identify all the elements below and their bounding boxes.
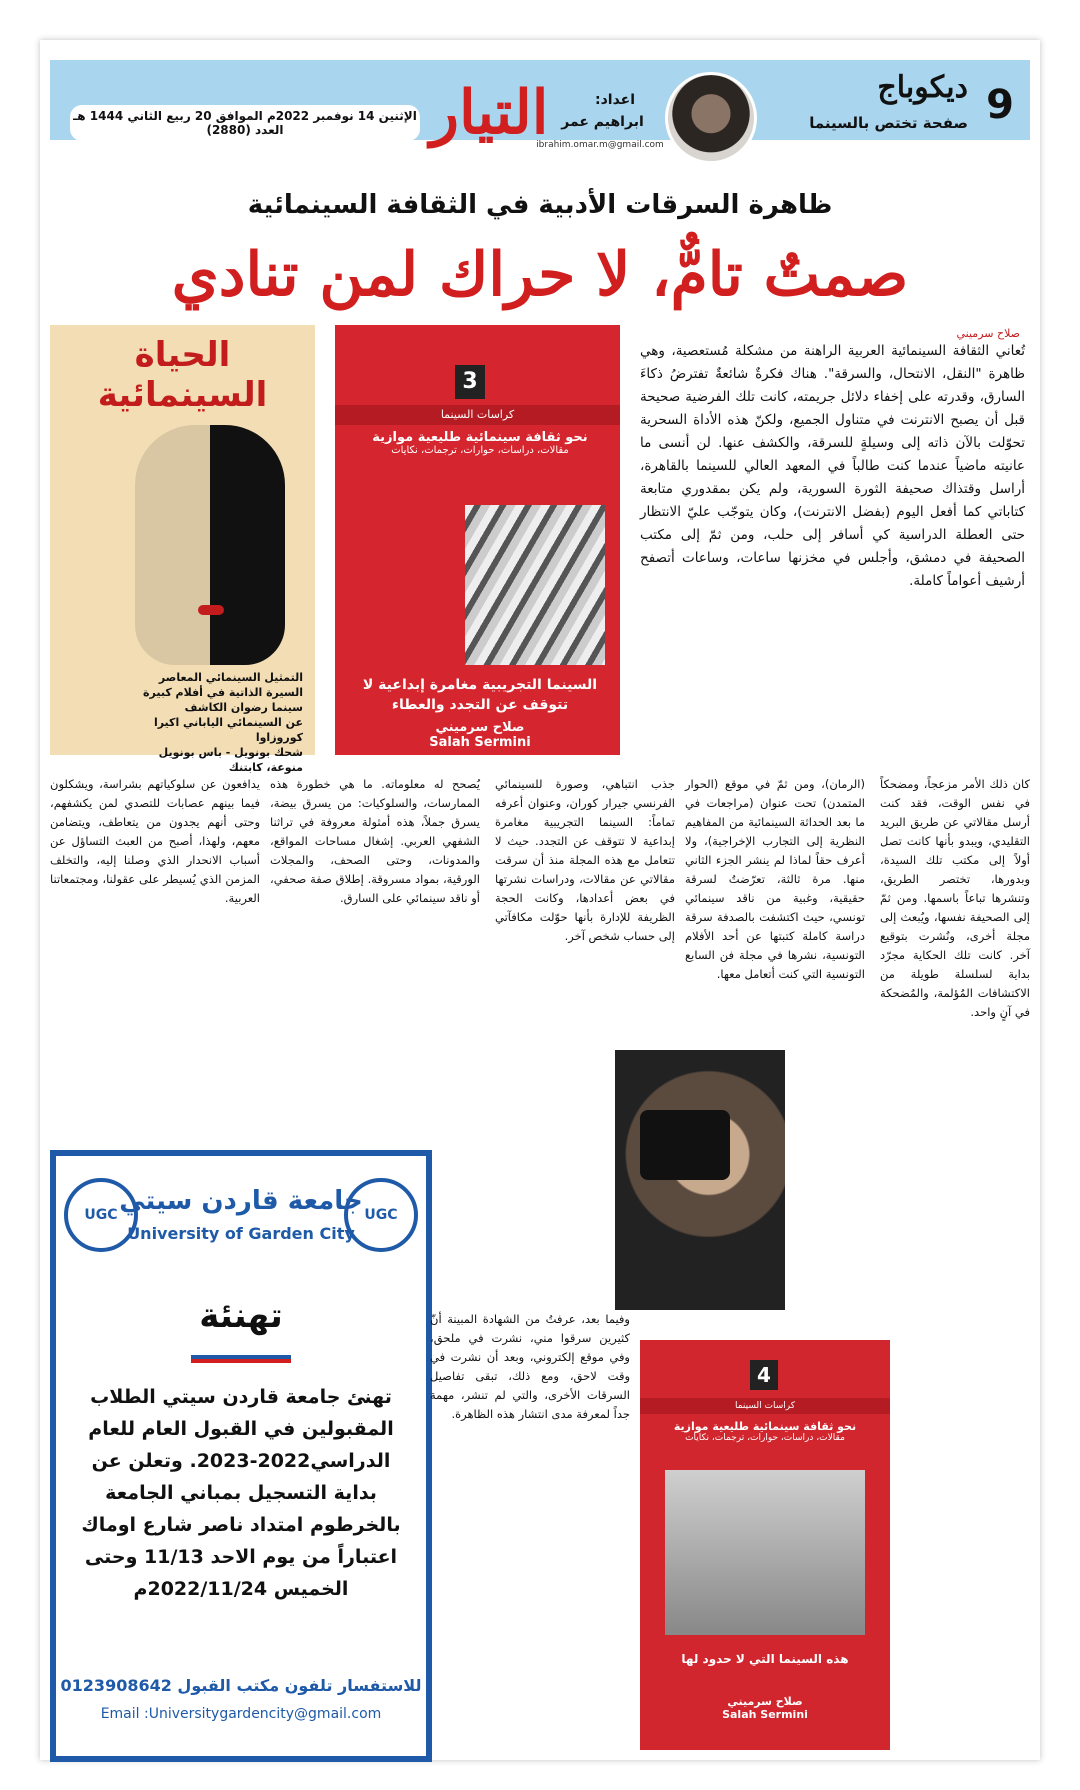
- author-photo: [665, 72, 757, 164]
- university-ad: [50, 1150, 432, 1762]
- magazine-cover-image: [50, 325, 315, 774]
- book-series-title: نحو ثقافة سينمائية طليعية موازية: [673, 1420, 857, 1433]
- book-title: [650, 1420, 880, 1443]
- article-intro: تُعاني الثقافة السينمائية العربية الراهنة من مشكلة مُستعصية، وهي ظاهرة "النقل، الانتحال، والسرقة". هناك فكرةٌ شائعةٌ تفترضُ ذكاءَ السارق، وقدرته على إخفاء دلائل جريمته، كانت تلك الفرضية صحيحة قبل أن يصبح الانترنت في متناول الجميع، ولكنّ هذه الأداة السحرية تحوّلت بالآن ذاته إلى وسيلةٍ للسرقة، والكشف عنها. لن أنسى ما عانيته ماضياً عندما كنت طالباً في المعهد العالي للسينما بالقاهرة، أراسل وقتذاك صحيفة الثورة السورية، ولم يكن بمقدوري متابعة كتاباتي كما أفعل اليوم (بفضل الانترنت)، وكان يتوجّب عليّ الانتظار حتى العطلة الدراسية كي أسافر إلى حلب، ومن ثمّ إلى مكتب الصحيفة في دمشق، وأجلس في مخزنها ساعات، وساعات أتصفح أرشيف أعواماً كاملة.: [640, 343, 1025, 589]
- newspaper-page: [40, 40, 1040, 1760]
- article-kicker: ظاهرة السرقات الأدبية في الثقافة السينمائية: [247, 190, 833, 220]
- section-subtitle: صفحة تختص بالسينما: [809, 114, 968, 132]
- book-subtitle: مقالات، دراسات، حوارات، ترجمات، نكايات: [391, 445, 569, 456]
- university-name-ar: جامعة قاردن سيتي: [119, 1186, 363, 1216]
- page-number: 9: [986, 82, 1014, 128]
- cover-portrait: [135, 425, 285, 665]
- cover-item: منوعة، كابتنك: [228, 761, 303, 774]
- book-series: كراسات السينما: [335, 405, 620, 425]
- cover-contents: [133, 670, 303, 775]
- book-author: [660, 1695, 870, 1721]
- cover-item: شحك بونويل - باس بونويل: [158, 746, 303, 759]
- cover-item: عن السينمائي الياباني اكيرا كوروزاوا: [153, 716, 303, 744]
- book-series: كراسات السينما: [640, 1398, 890, 1414]
- ugc-logo-left: UGC: [64, 1178, 138, 1252]
- ad-heading: تهنئة: [199, 1296, 283, 1336]
- author-name: ابراهيم عمر: [561, 114, 644, 130]
- article-column-4: يُصحح له معلوماته. ما هي خطورة هذه الممارسات، والسلوكيات: من يسرق بيضة، يسرق جملاً، هذه أمثولة معروفة في تراثنا الشفهي العربي. إشغال مساحات المواقع، والمدونات، وحتى الصحف، والمجلات الورقية، بمواد مسروقة. إطلاق صفة صحفي، أو ناقد سينمائي على السارق.: [270, 777, 480, 905]
- cover-item: السيرة الذاتية في أفلام كبيرة: [143, 686, 303, 699]
- book-cover-image-2: [640, 1340, 890, 1750]
- article-column-5: يدافعون عن سلوكياتهم بشراسة، ويشكلون فيما بينهم عصابات للتصدي لمن يكشفهم، وحتى أنهم يجدون من يتعاطف، ويتضامن معهم، ولهذا، أصبح من العبث التساؤل عن أسباب الانحدار الذي وصلنا إليه، والتخلف المزمن الذي يُسيطر على عقولنا، ومجتمعاتنا العربية.: [50, 777, 260, 905]
- author-label: اعداد:: [594, 92, 636, 108]
- article-byline: صلاح سرميني: [956, 327, 1020, 340]
- author-en: Salah Sermini: [429, 735, 531, 750]
- article-column-3: جذب انتباهي، وصورة للسينمائي الفرنسي جيرار كوران، وعنوان أعرفه تماماً: السينما التجريبية مغامرة إبداعية لا تتوقف عن التجدد. حيث لا تتعامل مع هذه المجلة منذ أن سرقت مقالاتي عن مقالات، ودراسات نشرتها في بعض أعدادها، وكانت الحجة الظريفة للإدارة بأنها حوّلت مكافآتي إلى حساب شخص آخر.: [495, 777, 675, 943]
- section-title: ديكوباج: [877, 70, 968, 105]
- date-line: الإثنين 14 نوفمبر 2022م الموافق 20 ربيع الثاني 1444 هـ العدد (2880): [70, 105, 420, 141]
- book-series-title: نحو ثقافة سينمائية طليعية موازية: [372, 430, 588, 445]
- book-main-title: هذه السينما التي لا حدود لها: [681, 1652, 849, 1666]
- author-email: ibrahim.omar.m@gmail.com: [536, 140, 664, 150]
- author-ar: صلاح سرميني: [727, 1695, 803, 1708]
- author-en: Salah Sermini: [722, 1708, 808, 1721]
- book-author: [355, 720, 605, 750]
- book-number: 3: [455, 365, 485, 399]
- book-number: 4: [750, 1360, 778, 1390]
- ad-phone: للاستفسار تلفون مكتب القبول 0123908642: [60, 1676, 422, 1695]
- cover-item: التمثيل السينمائي المعاصر: [158, 671, 303, 684]
- ad-body: تهنئ جامعة قاردن سيتي الطلاب المقبولين في القبول العام للعام الدراسي2022-2023. وتعلن عن بداية التسجيل بمباني الجامعة بالخرطوم امتداد ناصر شارع اوماك اعتباراً من يوم الاحد 11/13 وحتى الخميس 2022/11/24م: [81, 1386, 401, 1600]
- cover-item: سينما رضوان الكاشف: [184, 701, 303, 714]
- ad-email: Email :Universitygardencity@gmail.com: [100, 1706, 382, 1722]
- book-main-title: السينما التجريبية مغامرة إبداعية لا تتوقف عن التجدد والعطاء: [362, 677, 598, 713]
- newspaper-logo: التيار: [430, 78, 549, 148]
- article-column-2: (الرمان)، ومن ثمّ في موقع (الحوار المتمدن) تحت عنوان (مراجعات في ما بعد الحداثة السينمائية من المفاهيم النظرية إلى التجارب الإخراجية)، ولا أعرف حقاً لماذا لم ينشر الجزء الثاني منها. مرة ثالثة، تعرّضتُ لسرقة حقيقية، وغبية من ناقد سينمائي تونسي، حيث اكتشفت بالصدفة سرقة دراسة كاملة كتبتها عن أحد الأفلام التونسية، نشرها في مجلة فن السابع التونسية التي كنت أتعامل معها.: [685, 777, 865, 981]
- article-headline: صمتٌ تامٌّ، لا حراك لمن تنادي: [171, 240, 909, 310]
- article-column-1: كان ذلك الأمر مزعجاً، ومضحكاً في نفس الوقت، فقد كنت أرسل مقالاتي عن طريق البريد التقليدي، ويبدو بأنها كانت تصل أولاً إلى مكتب تلك السيدة، وبدورها، تختصر الطريق، وتنشرها تباعاً باسمها. ومن ثمّ إلى الصحيفة نفسها، ويُبعث إلى مجلة أخرى، ونُشرت بتوقيع آخر. كانت تلك الحكاية مجرّد بداية لسلسلة طويلة من الاكتشافات المُؤلمة، والمُضحكة في آنٍ واحد.: [880, 777, 1030, 1019]
- book-subtitle: مقالات، دراسات، حوارات، ترجمات، نكايات: [685, 1433, 845, 1443]
- page-header: [50, 60, 1030, 150]
- author-ar: صلاح سرميني: [435, 720, 525, 735]
- cover-lips: [198, 605, 224, 615]
- ugc-logo-right: UGC: [344, 1178, 418, 1252]
- flag-stripes: [191, 1351, 291, 1363]
- book-cover-art: [665, 1470, 865, 1635]
- book-cover-art: [465, 505, 605, 665]
- university-name-en: University of Garden City: [127, 1224, 355, 1243]
- magazine-title: الحياة السينمائية: [97, 335, 268, 415]
- book-cover-image: [335, 325, 620, 755]
- article-column-6: وفيما بعد، عرفتُ من الشهادة المبينة أنّ كثيرين سرقوا مني، نشرت في ملحق، وفي موقع إلكتروني، وبعد أن نشرت في وقت لاحق، ومع ذلك، تبقى تفاصيل السرقات الأخرى، والتي لم تنشر، مهمة جداً لمعرفة مدى انتشار هذه الظاهرة.: [430, 1312, 630, 1421]
- book-title: [355, 430, 605, 456]
